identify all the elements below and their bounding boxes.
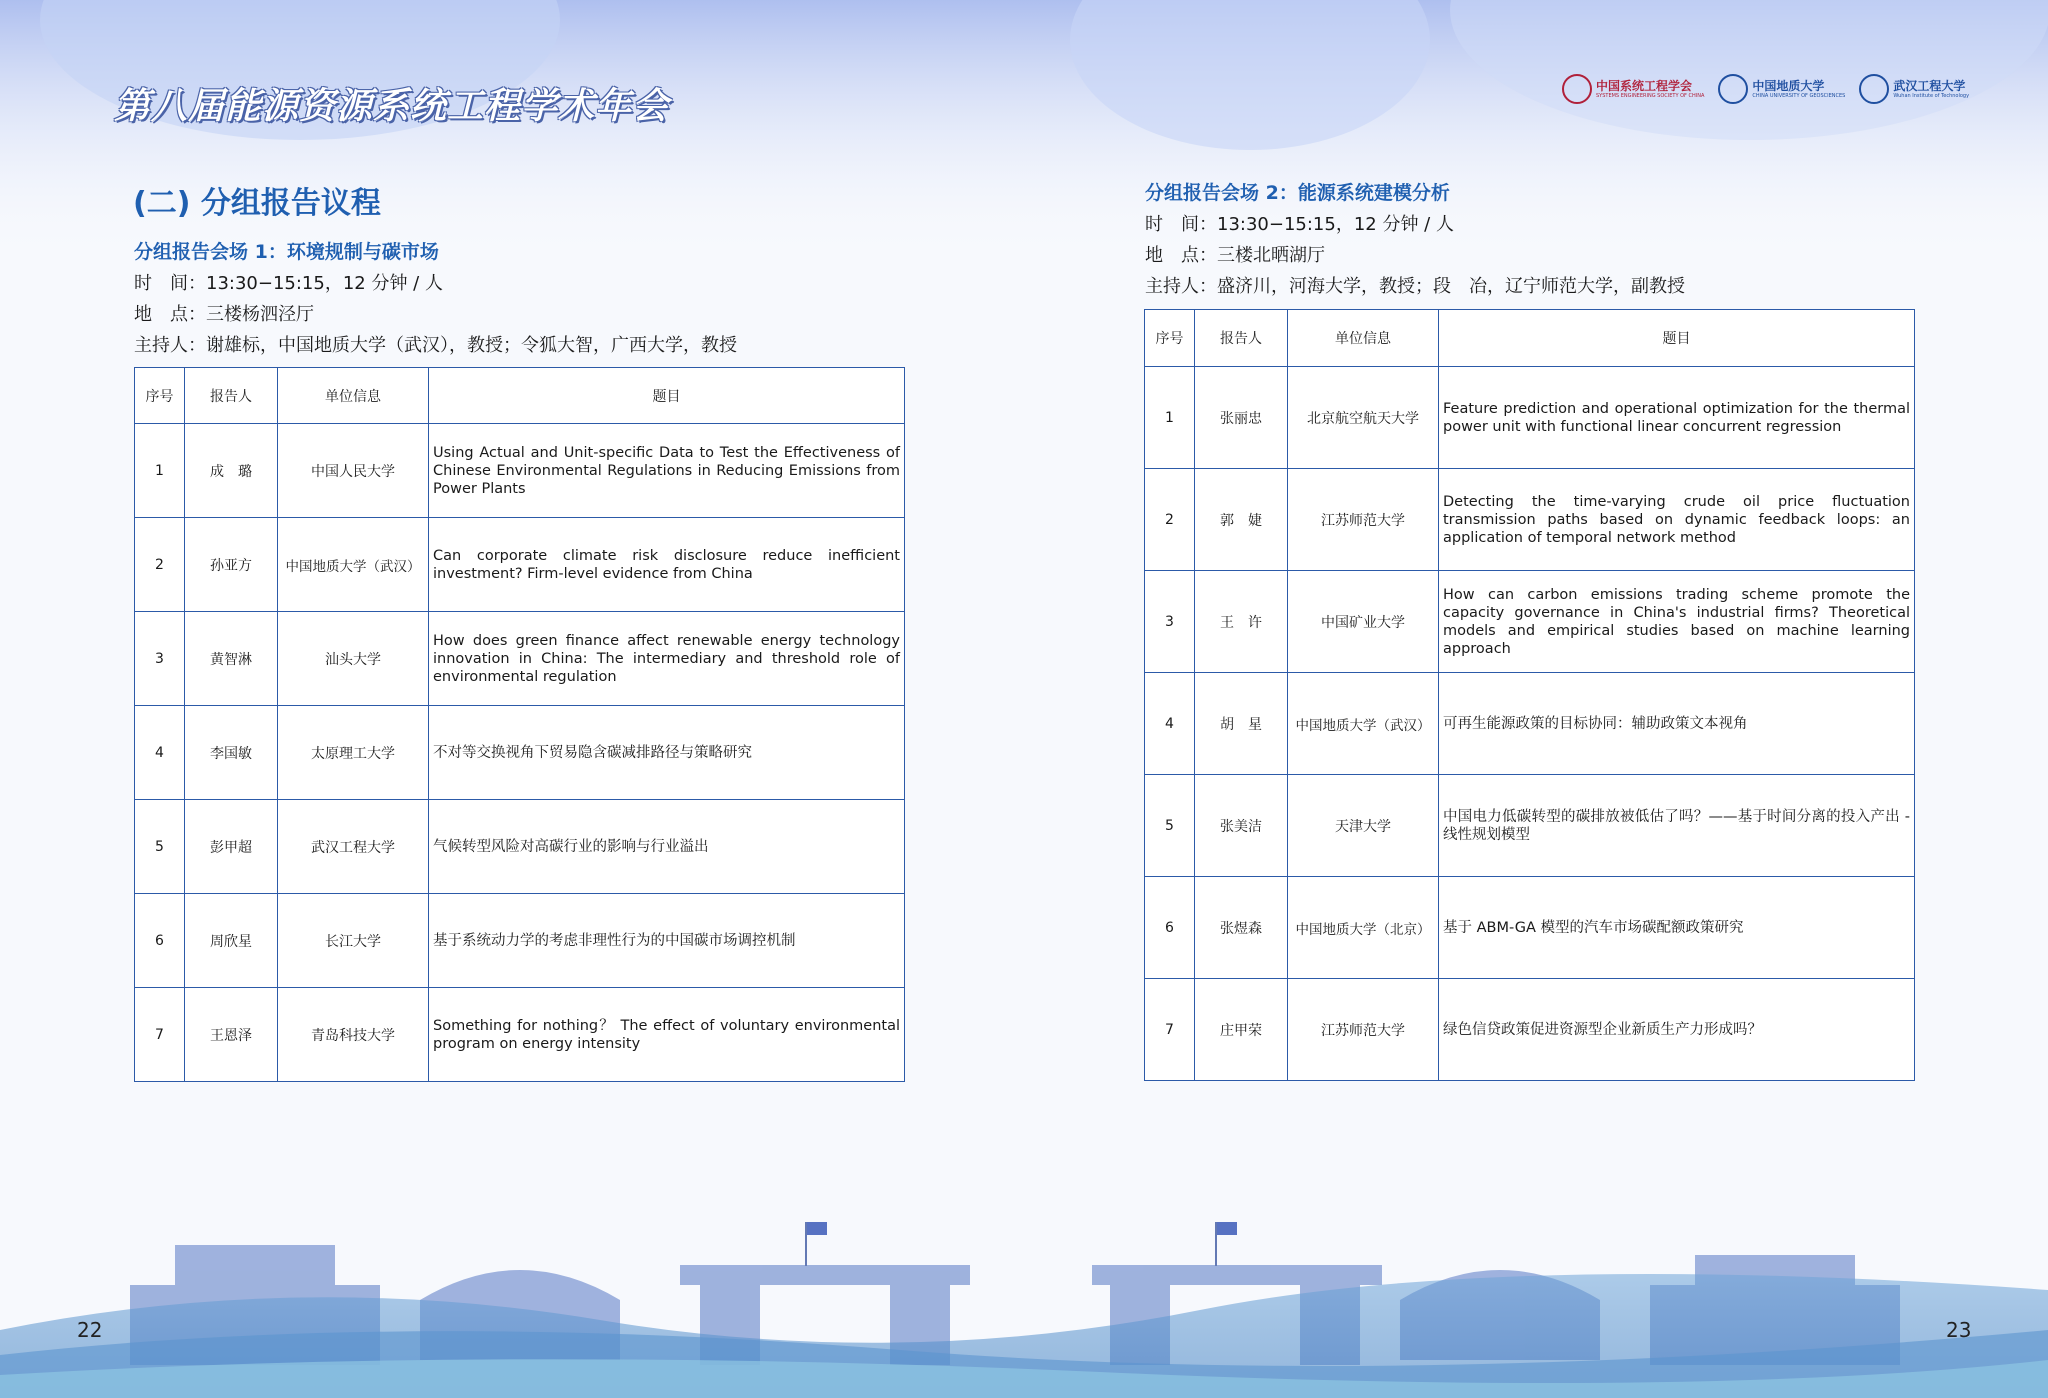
row-speaker: 彭甲超 <box>185 800 278 894</box>
venue-host: 主持人：盛济川，河海大学，教授；段 冶，辽宁师范大学，副教授 <box>1145 276 1685 297</box>
row-speaker: 王 许 <box>1195 571 1288 673</box>
row-no: 7 <box>135 988 185 1082</box>
systems-engineering-society-logo-icon <box>1562 74 1592 104</box>
table-header-row <box>1145 310 1915 367</box>
row-no: 5 <box>1145 775 1195 877</box>
col-header-speaker: 报告人 <box>1195 310 1288 367</box>
venue-place: 地 点：三楼北晒湖厅 <box>1145 245 1325 266</box>
row-no: 6 <box>1145 877 1195 979</box>
row-org: 江苏师范大学 <box>1288 469 1439 571</box>
whut-logo-icon <box>1859 74 1889 104</box>
row-no: 1 <box>135 424 185 518</box>
conference-title: 第八届能源资源系统工程学术年会 <box>114 86 670 127</box>
venue-place: 地 点：三楼杨泗泾厅 <box>134 304 314 325</box>
col-header-org: 单位信息 <box>1288 310 1439 367</box>
table-row <box>1145 367 1915 469</box>
venue-title: 分组报告会场 2：能源系统建模分析 <box>1145 182 1450 204</box>
row-topic: 中国电力低碳转型的碳排放被低估了吗？——基于时间分离的投入产出 - 线性规划模型 <box>1439 775 1915 877</box>
row-speaker: 张美洁 <box>1195 775 1288 877</box>
row-no: 1 <box>1145 367 1195 469</box>
row-topic: 不对等交换视角下贸易隐含碳减排路径与策略研究 <box>429 706 905 800</box>
table-header-row <box>135 368 905 424</box>
logo-whut <box>1859 74 1969 104</box>
row-org: 中国人民大学 <box>278 424 429 518</box>
row-speaker: 张丽忠 <box>1195 367 1288 469</box>
logo-systems-engineering-society <box>1562 74 1704 104</box>
row-topic: Can corporate climate risk disclosure reduce inefficient investment? Firm-level evidence from China <box>429 518 905 612</box>
venue-time: 时 间：13:30−15:15，12 分钟 / 人 <box>1145 214 1454 235</box>
row-no: 4 <box>135 706 185 800</box>
row-speaker: 孙亚方 <box>185 518 278 612</box>
table-row <box>135 800 905 894</box>
table-row <box>1145 979 1915 1081</box>
row-speaker: 张煜森 <box>1195 877 1288 979</box>
table-row <box>135 894 905 988</box>
table-row <box>135 424 905 518</box>
venue-2-info <box>1145 178 1685 302</box>
logo-label: 武汉工程大学 <box>1893 78 1966 93</box>
row-org: 中国地质大学（北京） <box>1288 877 1439 979</box>
table-row <box>135 518 905 612</box>
row-topic: 基于系统动力学的考虑非理性行为的中国碳市场调控机制 <box>429 894 905 988</box>
logo-subtitle: CHINA UNIVERSITY OF GEOSCIENCES <box>1752 92 1846 99</box>
table-row <box>1145 775 1915 877</box>
page-number-left: 22 <box>77 1318 103 1342</box>
section-title: (二) 分组报告议程 <box>133 186 381 221</box>
logo-label: 中国系统工程学会 <box>1596 78 1693 93</box>
row-org: 武汉工程大学 <box>278 800 429 894</box>
table-row <box>135 612 905 706</box>
row-org: 中国矿业大学 <box>1288 571 1439 673</box>
table-row <box>1145 877 1915 979</box>
row-topic: Something for nothing？ The effect of voluntary environmental program on energy intensity <box>429 988 905 1082</box>
row-org: 天津大学 <box>1288 775 1439 877</box>
row-org: 长江大学 <box>278 894 429 988</box>
row-no: 3 <box>1145 571 1195 673</box>
row-org: 江苏师范大学 <box>1288 979 1439 1081</box>
col-header-topic: 题目 <box>1439 310 1915 367</box>
row-topic: 绿色信贷政策促进资源型企业新质生产力形成吗？ <box>1439 979 1915 1081</box>
col-header-topic: 题目 <box>429 368 905 424</box>
row-no: 2 <box>1145 469 1195 571</box>
table-row <box>135 988 905 1082</box>
logo-label: 中国地质大学 <box>1752 78 1825 93</box>
table-row <box>1145 469 1915 571</box>
row-topic: 可再生能源政策的目标协同：辅助政策文本视角 <box>1439 673 1915 775</box>
row-no: 3 <box>135 612 185 706</box>
cug-logo-icon <box>1718 74 1748 104</box>
venue-1-info <box>134 237 737 361</box>
row-org: 北京航空航天大学 <box>1288 367 1439 469</box>
row-topic: How does green finance affect renewable energy technology innovation in China: The intermediary and threshold role of environmental regulation <box>429 612 905 706</box>
row-speaker: 胡 星 <box>1195 673 1288 775</box>
row-org: 中国地质大学（武汉） <box>1288 673 1439 775</box>
agenda-table-venue-1 <box>134 367 905 1082</box>
row-speaker: 李国敏 <box>185 706 278 800</box>
row-topic: Using Actual and Unit-specific Data to Test the Effectiveness of Chinese Environmental Regulations in Reducing Emissions from Power Plants <box>429 424 905 518</box>
row-org: 青岛科技大学 <box>278 988 429 1082</box>
col-header-no: 序号 <box>135 368 185 424</box>
row-topic: Feature prediction and operational optimization for the thermal power unit with functional linear concurrent regression <box>1439 367 1915 469</box>
row-no: 6 <box>135 894 185 988</box>
page-number-right: 23 <box>1946 1318 1972 1342</box>
col-header-speaker: 报告人 <box>185 368 278 424</box>
row-speaker: 郭 婕 <box>1195 469 1288 571</box>
table-row <box>1145 571 1915 673</box>
row-speaker: 王恩泽 <box>185 988 278 1082</box>
row-topic: 气候转型风险对高碳行业的影响与行业溢出 <box>429 800 905 894</box>
col-header-org: 单位信息 <box>278 368 429 424</box>
venue-title: 分组报告会场 1：环境规制与碳市场 <box>134 241 439 263</box>
row-topic: 基于 ABM-GA 模型的汽车市场碳配额政策研究 <box>1439 877 1915 979</box>
col-header-no: 序号 <box>1145 310 1195 367</box>
row-no: 4 <box>1145 673 1195 775</box>
logo-cug <box>1718 74 1845 104</box>
row-speaker: 黄智淋 <box>185 612 278 706</box>
table-row <box>135 706 905 800</box>
logo-subtitle: Wuhan Institute of Technology <box>1893 92 1970 99</box>
row-speaker: 周欣星 <box>185 894 278 988</box>
row-no: 7 <box>1145 979 1195 1081</box>
row-topic: Detecting the time-varying crude oil price fluctuation transmission paths based on dynamic feedback loops: an application of temporal network method <box>1439 469 1915 571</box>
agenda-table-venue-2 <box>1144 309 1915 1081</box>
row-speaker: 庄甲荣 <box>1195 979 1288 1081</box>
venue-host: 主持人：谢雄标，中国地质大学（武汉），教授；令狐大智，广西大学，教授 <box>134 335 737 356</box>
logo-strip <box>1562 74 1969 104</box>
row-topic: How can carbon emissions trading scheme promote the capacity governance in China's industrial firms? Theoretical models and empirical studies based on machine learning approach <box>1439 571 1915 673</box>
table-row <box>1145 673 1915 775</box>
row-org: 太原理工大学 <box>278 706 429 800</box>
logo-subtitle: SYSTEMS ENGINEERING SOCIETY OF CHINA <box>1596 92 1705 99</box>
venue-time: 时 间：13:30−15:15，12 分钟 / 人 <box>134 273 443 294</box>
row-no: 5 <box>135 800 185 894</box>
row-speaker: 成 璐 <box>185 424 278 518</box>
row-org: 汕头大学 <box>278 612 429 706</box>
row-no: 2 <box>135 518 185 612</box>
row-org: 中国地质大学（武汉） <box>278 518 429 612</box>
